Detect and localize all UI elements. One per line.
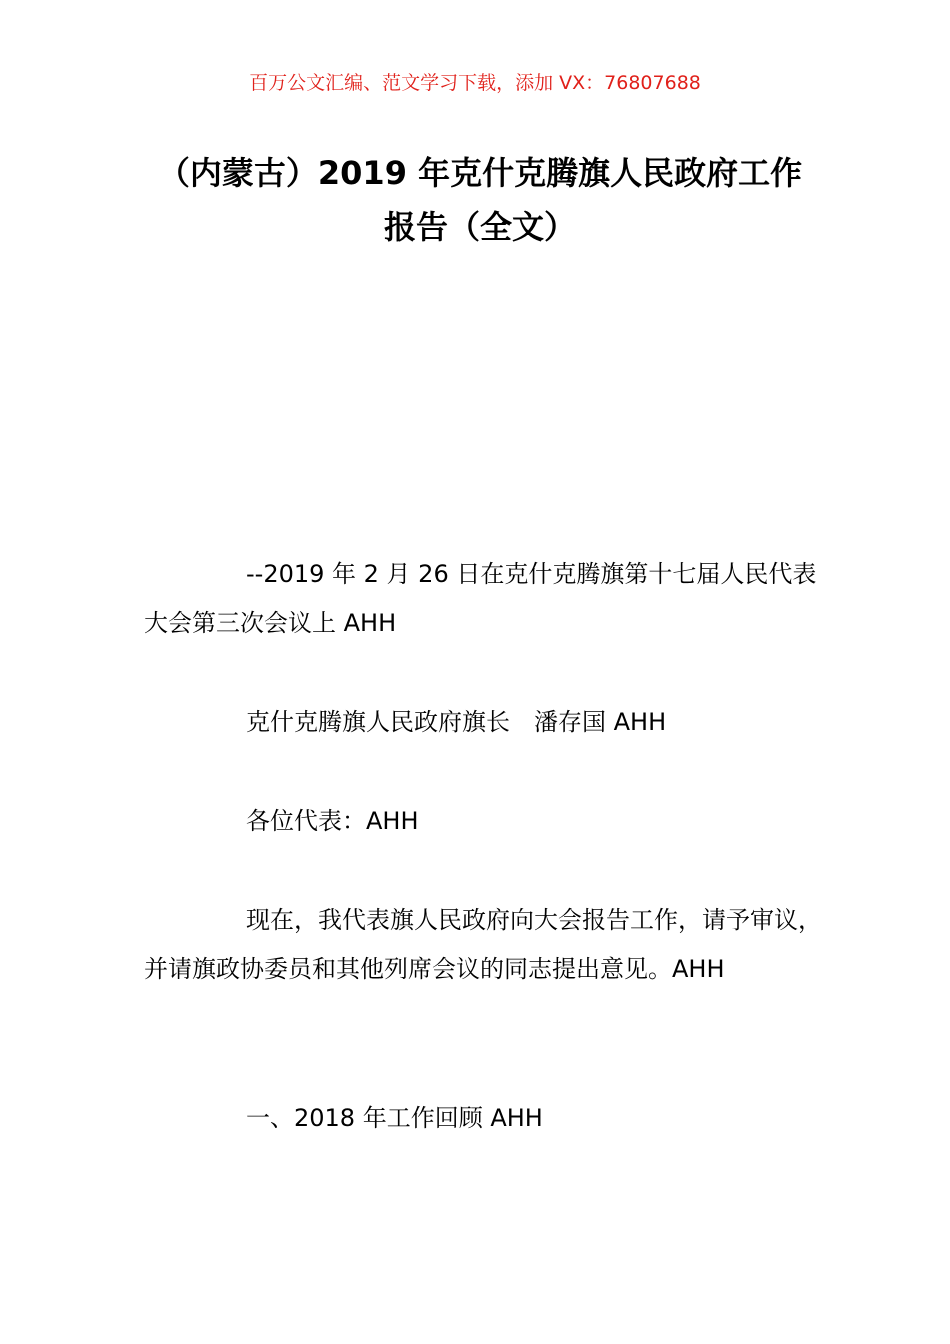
header-note: 百万公文汇编、范文学习下载，添加 VX：76807688 xyxy=(249,72,701,94)
paragraph-opening: 现在，我代表旗人民政府向大会报告工作，请予审议，并请旗政协委员和其他列席会议的同志提出意见。AHH xyxy=(144,906,822,983)
paragraph-meeting-info: --2019 年 2 月 26 日在克什克腾旗第十七届人民代表大会第三次会议上 AHH xyxy=(144,560,817,637)
section-heading-review: 一、2018 年工作回顾 AHH xyxy=(246,1104,543,1132)
paragraph-speaker: 克什克腾旗人民政府旗长 潘存国 AHH xyxy=(246,708,667,736)
document-title: （内蒙古）2019 年克什克腾旗人民政府工作报告（全文） xyxy=(157,154,803,246)
paragraph-salutation: 各位代表：AHH xyxy=(246,807,419,835)
